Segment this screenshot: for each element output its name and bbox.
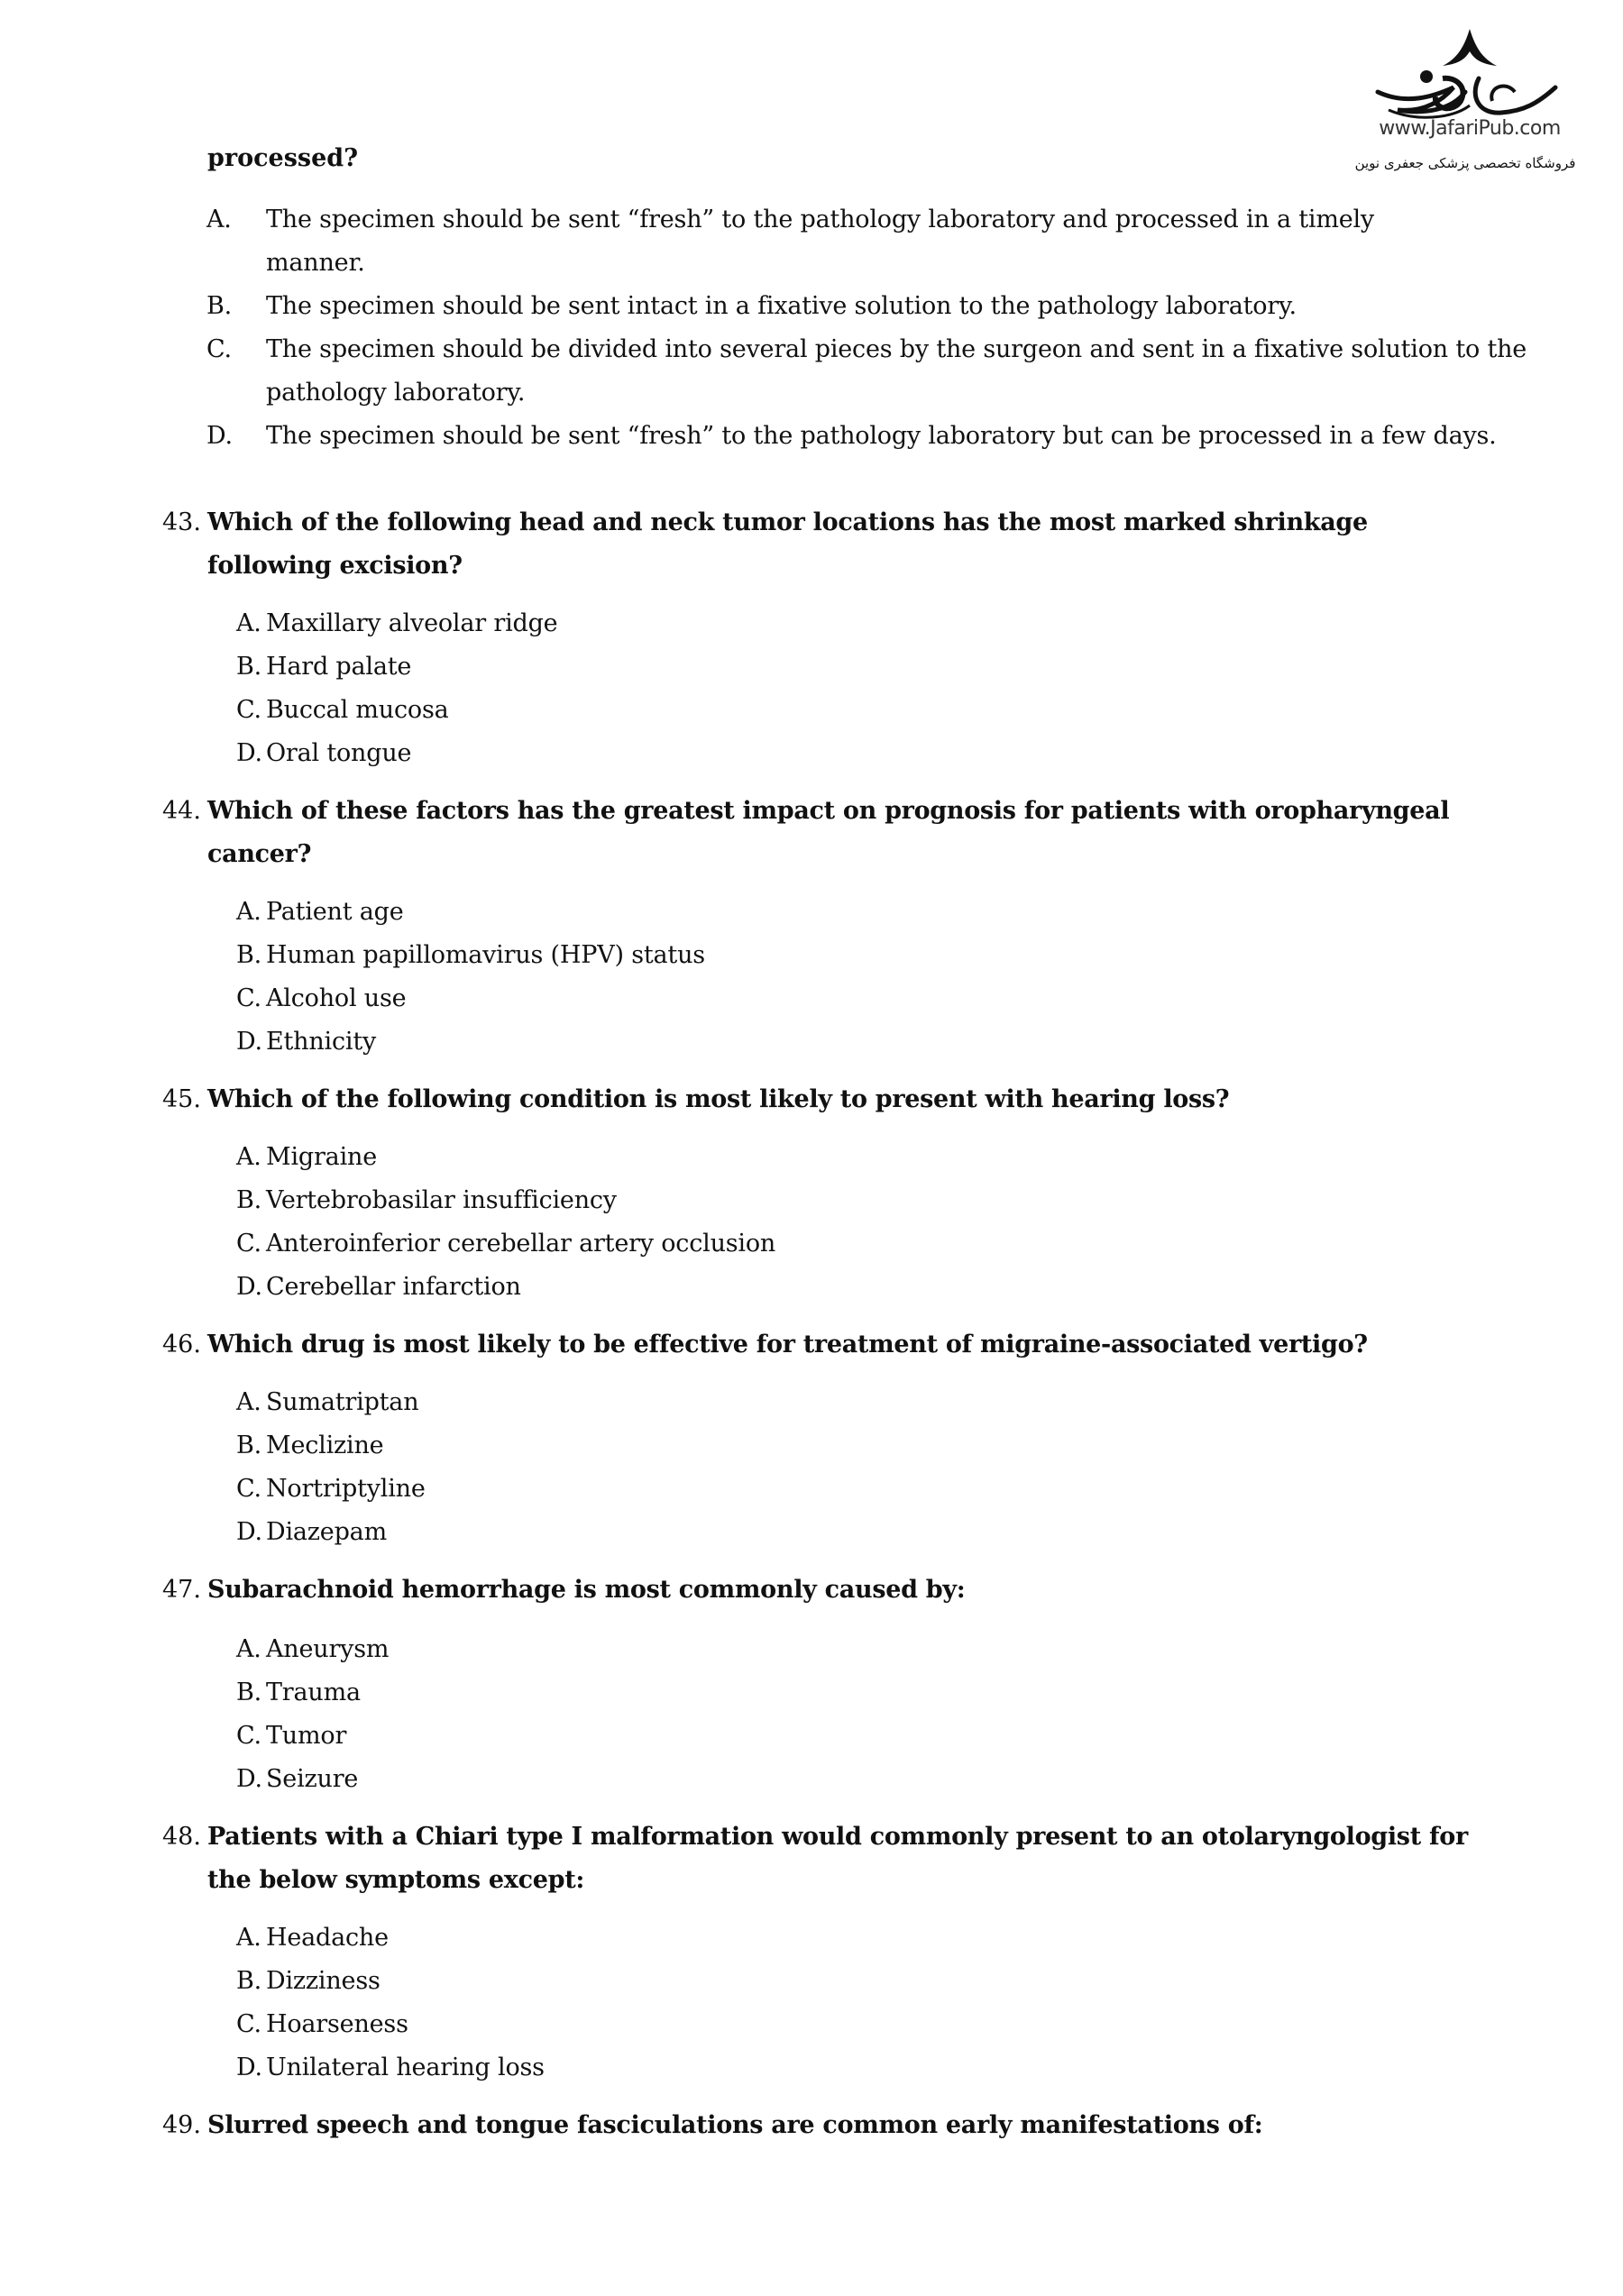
- option-item: [236, 891, 1481, 934]
- option-item: [236, 1758, 1481, 1801]
- option-item: [236, 1671, 1481, 1715]
- option-letter: C.: [236, 1230, 261, 1258]
- option-text: Headache: [266, 1924, 389, 1952]
- option-letter: A.: [206, 206, 232, 233]
- option-letter: B.: [236, 1679, 262, 1706]
- option-item: [236, 1020, 1481, 1064]
- question-number: 48.: [162, 1823, 201, 1851]
- option-item: [236, 977, 1481, 1020]
- question-text: Subarachnoid hemorrhage is most commonly caused by:: [207, 1576, 966, 1604]
- option-letter: C.: [236, 1722, 261, 1750]
- option-item: [236, 934, 1481, 977]
- question-43: [162, 501, 1488, 588]
- calligraphy-logo-icon: [1371, 24, 1569, 119]
- option-letter: C.: [206, 335, 232, 363]
- option-item: [236, 1511, 1481, 1554]
- question-44: [162, 790, 1488, 876]
- option-item: [236, 1179, 1481, 1222]
- option-item: [236, 689, 1481, 732]
- option-letter: B.: [236, 941, 262, 969]
- option-text: Maxillary alveolar ridge: [266, 609, 558, 637]
- question-number: 46.: [162, 1331, 201, 1358]
- option-text: Patient age: [266, 898, 404, 926]
- option-text: The specimen should be sent “fresh” to the pathology laboratory and processed in a timely manner.: [266, 206, 1374, 277]
- option-letter: A.: [236, 1924, 261, 1952]
- option-item: [236, 732, 1481, 775]
- option-text: The specimen should be sent “fresh” to the pathology laboratory but can be processed in a few days.: [266, 422, 1497, 450]
- option-text: Human papillomavirus (HPV) status: [266, 941, 705, 969]
- option-item: [236, 1136, 1481, 1179]
- option-text: Migraine: [266, 1143, 377, 1171]
- option-letter: A.: [236, 1635, 261, 1663]
- question-continued-text: processed?: [207, 144, 359, 172]
- question-number: 43.: [162, 508, 201, 536]
- option-letter: D.: [236, 739, 262, 767]
- option-item: [206, 415, 1501, 458]
- question-47: [162, 1569, 1488, 1612]
- publisher-logo: [1325, 20, 1614, 182]
- publisher-url: www.JafariPub.com: [1379, 117, 1561, 140]
- option-text: Ethnicity: [266, 1028, 377, 1056]
- option-letter: B.: [236, 1967, 262, 1995]
- option-text: The specimen should be sent intact in a fixative solution to the pathology laboratory.: [266, 292, 1297, 320]
- question-46: [162, 1323, 1488, 1367]
- option-letter: A.: [236, 1388, 261, 1416]
- option-text: Buccal mucosa: [266, 696, 449, 724]
- option-text: Hoarseness: [266, 2010, 408, 2038]
- option-text: Sumatriptan: [266, 1388, 419, 1416]
- option-letter: D.: [236, 1273, 262, 1301]
- option-text: Oral tongue: [266, 739, 412, 767]
- option-item: [236, 1381, 1481, 1424]
- option-letter: B.: [206, 292, 233, 320]
- option-text: Tumor: [266, 1722, 347, 1750]
- option-item: [236, 1916, 1481, 1960]
- option-text: Anteroinferior cerebellar artery occlusion: [266, 1230, 776, 1258]
- option-text: Cerebellar infarction: [266, 1273, 521, 1301]
- option-item: [236, 1266, 1481, 1309]
- option-letter: C.: [236, 696, 261, 724]
- option-letter: D.: [206, 422, 233, 450]
- option-item: [236, 602, 1481, 645]
- option-item: [236, 645, 1481, 689]
- option-item: [236, 2003, 1481, 2046]
- option-letter: B.: [236, 1432, 262, 1459]
- option-letter: A.: [236, 1143, 261, 1171]
- option-text: Diazepam: [266, 1518, 387, 1546]
- question-45: [162, 1078, 1488, 1121]
- option-text: Unilateral hearing loss: [266, 2054, 545, 2081]
- option-item: [236, 2046, 1481, 2090]
- question-text: Which of these factors has the greatest impact on prognosis for patients with oropharyngeal cancer?: [207, 797, 1450, 868]
- option-item: [236, 1715, 1481, 1758]
- question-text: Which of the following condition is most likely to present with hearing loss?: [207, 1085, 1230, 1113]
- option-item: [236, 1222, 1481, 1266]
- option-text: Nortriptyline: [266, 1475, 426, 1503]
- option-letter: A.: [236, 898, 261, 926]
- question-number: 45.: [162, 1085, 201, 1113]
- option-text: Meclizine: [266, 1432, 384, 1459]
- option-letter: D.: [236, 1518, 262, 1546]
- question-text: Which of the following head and neck tumor locations has the most marked shrinkage following excision?: [207, 508, 1368, 580]
- option-text: Trauma: [266, 1679, 361, 1706]
- option-letter: D.: [236, 2054, 262, 2081]
- option-text: Alcohol use: [266, 984, 407, 1012]
- option-item: [236, 1628, 1481, 1671]
- option-text: Dizziness: [266, 1967, 381, 1995]
- option-item: [236, 1468, 1481, 1511]
- option-text: Aneurysm: [266, 1635, 390, 1663]
- question-text: Patients with a Chiari type I malformation would commonly present to an otolaryngologist for the below symptoms except:: [207, 1823, 1468, 1894]
- option-letter: D.: [236, 1765, 262, 1793]
- option-letter: C.: [236, 984, 261, 1012]
- option-letter: B.: [236, 653, 262, 681]
- option-item: [206, 198, 1465, 285]
- question-48: [162, 1816, 1488, 1902]
- option-item: [206, 328, 1528, 415]
- option-text: Seizure: [266, 1765, 359, 1793]
- option-letter: A.: [236, 609, 261, 637]
- option-text: The specimen should be divided into several pieces by the surgeon and sent in a fixative solution to the pathology laboratory.: [266, 335, 1527, 407]
- question-text: Which drug is most likely to be effective for treatment of migraine-associated vertigo?: [207, 1331, 1368, 1358]
- option-item: [236, 1960, 1481, 2003]
- question-number: 47.: [162, 1576, 201, 1604]
- question-text: Slurred speech and tongue fasciculations are common early manifestations of:: [207, 2111, 1263, 2139]
- question-number: 44.: [162, 797, 201, 825]
- option-text: Vertebrobasilar insufficiency: [266, 1186, 617, 1214]
- option-text: Hard palate: [266, 653, 412, 681]
- option-letter: C.: [236, 1475, 261, 1503]
- question-number: 49.: [162, 2111, 201, 2139]
- option-item: [236, 1424, 1481, 1468]
- publisher-subtitle: فروشگاه تخصصی پزشکی جعفری نوین: [1354, 155, 1576, 171]
- question-49: [162, 2104, 1488, 2147]
- option-letter: B.: [236, 1186, 262, 1214]
- option-letter: D.: [236, 1028, 262, 1056]
- option-letter: C.: [236, 2010, 261, 2038]
- option-item: [206, 285, 1510, 328]
